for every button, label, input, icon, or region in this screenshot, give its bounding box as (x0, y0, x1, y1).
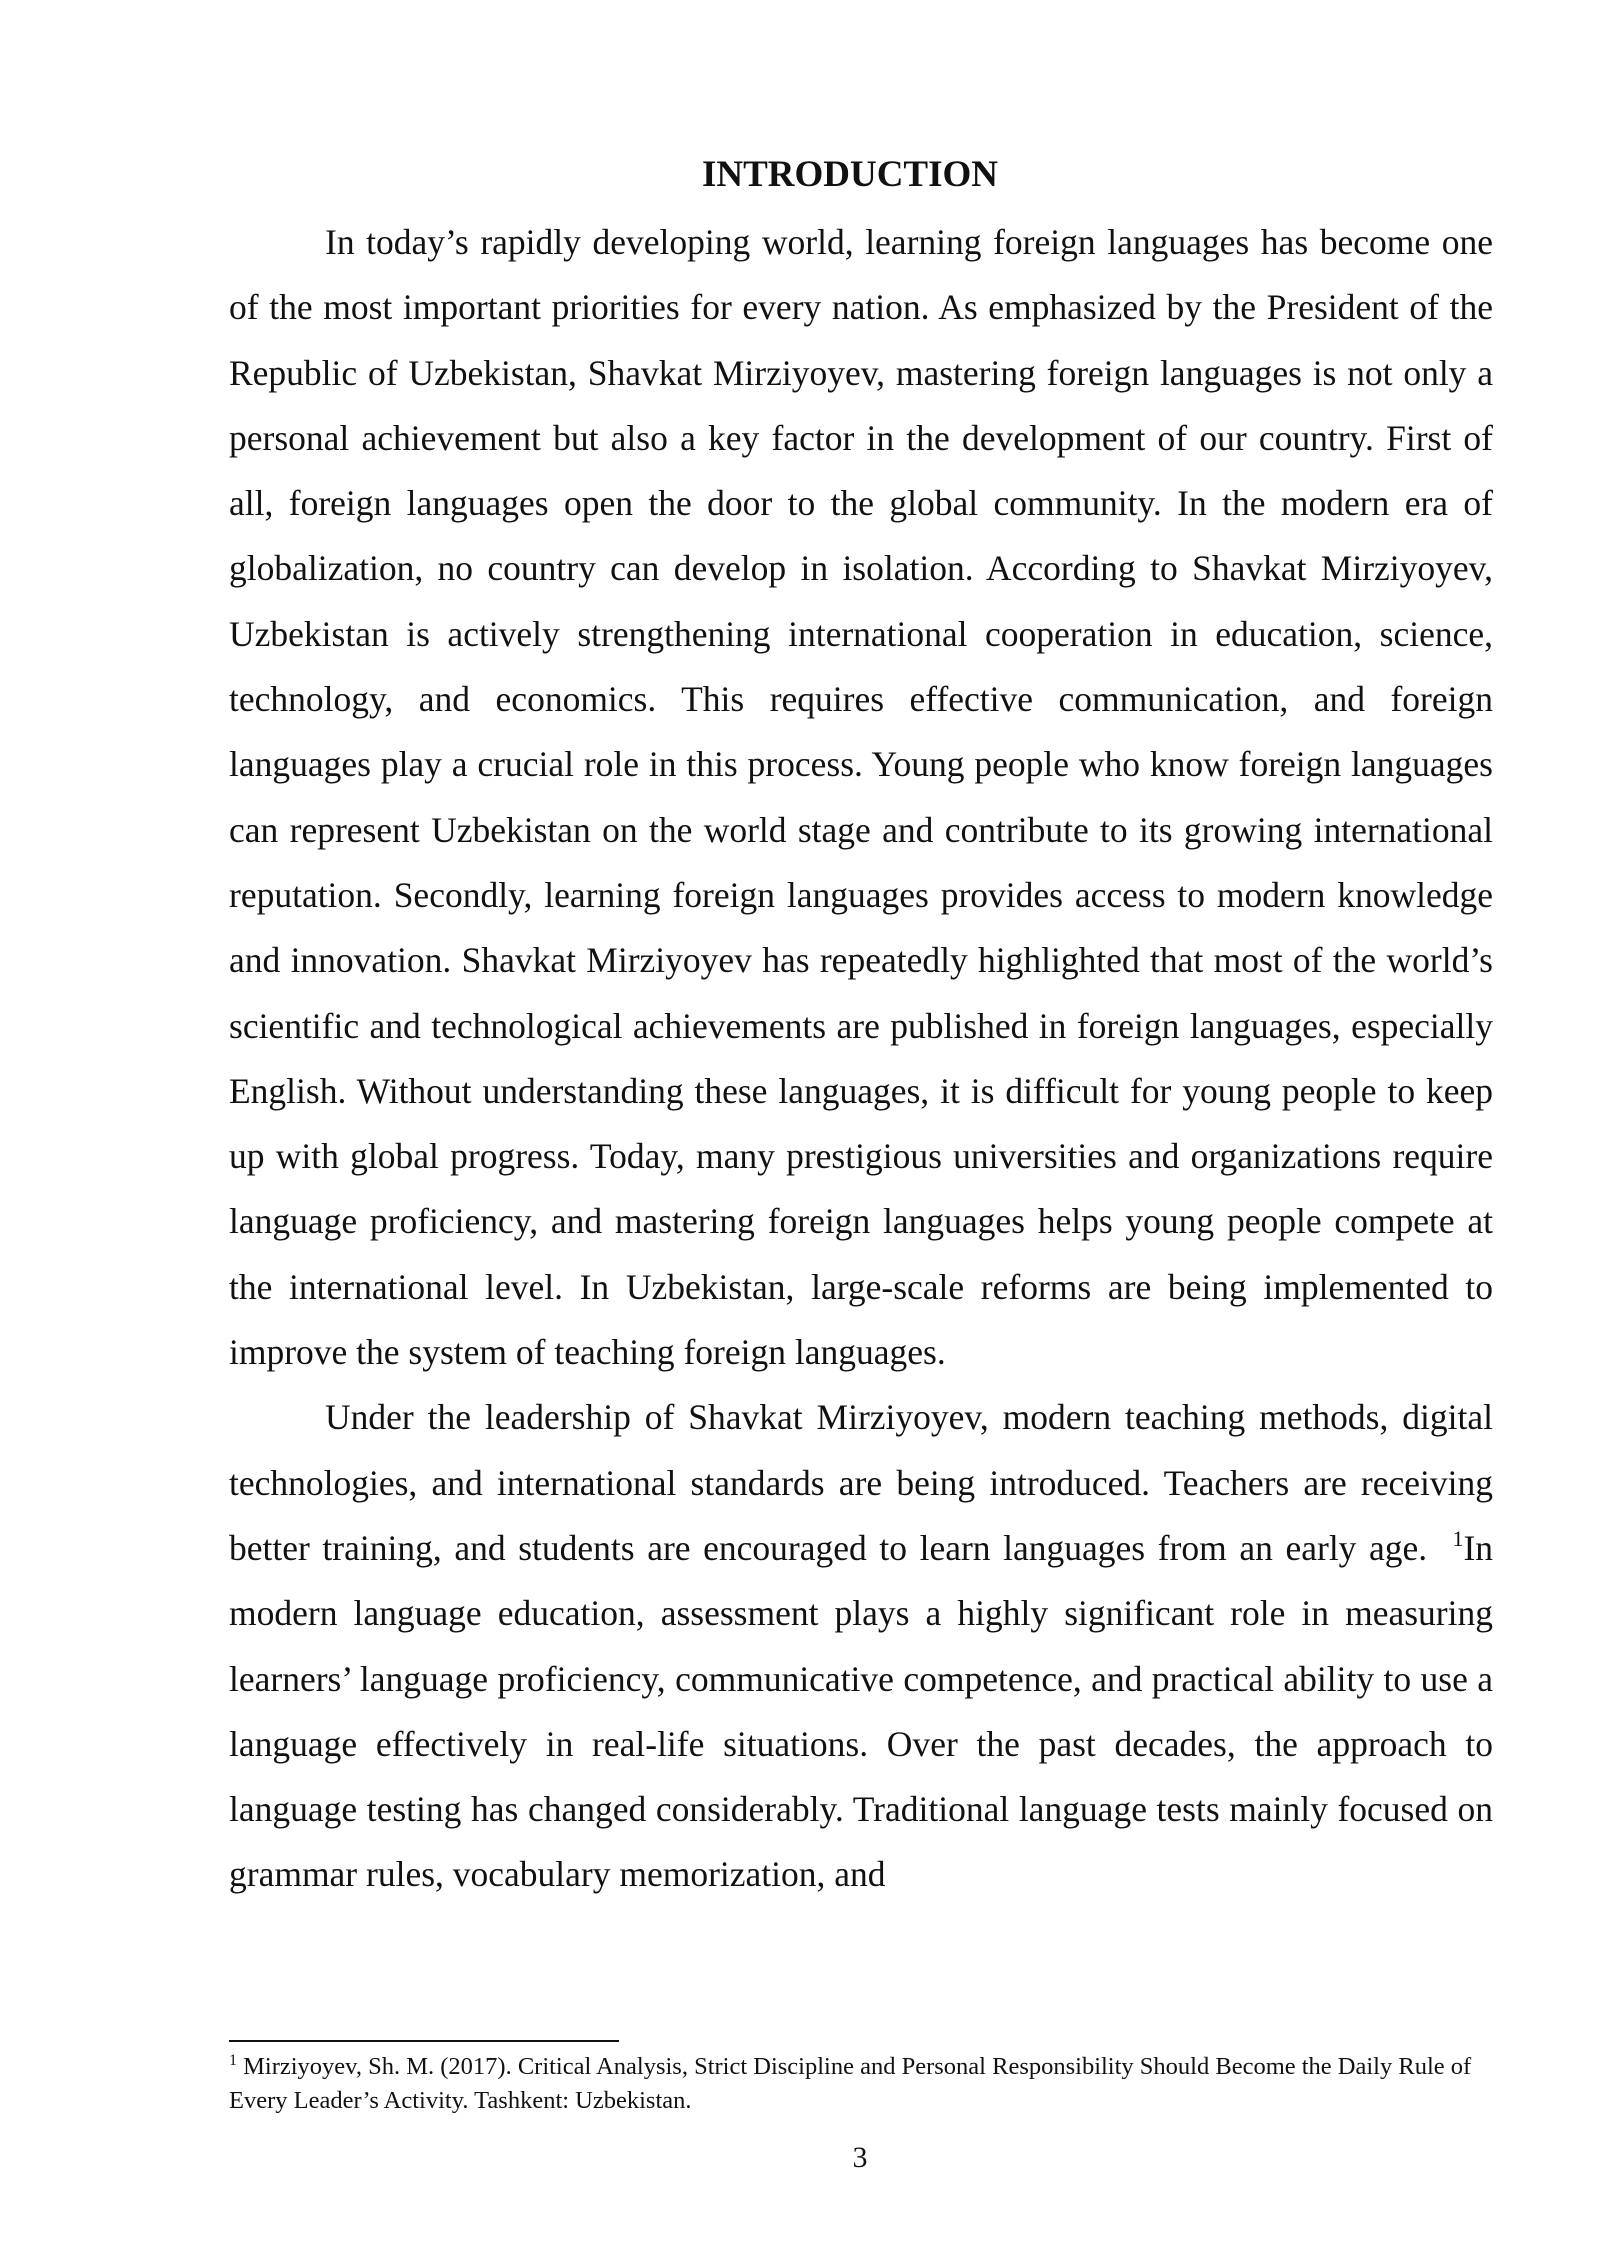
body-text (229, 210, 1493, 1908)
paragraph-2-continuation: In modern language education, assessment plays a highly significant role in measuring learners’ language proficiency, communicative competence, and practical ability to use a language effectively in real-life situations. Over the past decades, the approach to language testing has changed considerably. Traditional language tests mainly focused on grammar rules, vocabulary memorization, and (229, 1527, 1494, 1895)
paragraph-1: In today’s rapidly developing world, learning foreign languages has become one of the most important priorities for every nation. As emphasized by the President of the Republic of Uzbekistan, Shavkat Mirziyoyev, mastering foreign languages is not only a personal achievement but also a key factor in the development of our country. First of all, foreign languages open the door to the global community. In the modern era of globalization, no country can develop in isolation. According to Shavkat Mirziyoyev, Uzbekistan is actively strengthening international cooperation in education, science, technology, and economics. This requires effective communication, and foreign languages play a crucial role in this process. Young people who know foreign languages can represent Uzbekistan on the world stage and contribute to its growing international reputation. Secondly, learning foreign languages provides access to modern knowledge and innovation. Shavkat Mirziyoyev has repeatedly highlighted that most of the world’s scientific and technological achievements are published in foreign languages, especially English. Without understanding these languages, it is difficult for young people to keep up with global progress. Today, many prestigious universities and organizations require language proficiency, and mastering foreign languages helps young people compete at the international level. In Uzbekistan, large-scale reforms are being implemented to improve the system of teaching foreign languages. (229, 222, 1493, 1373)
section-heading: INTRODUCTION (701, 154, 999, 195)
paragraph-2 (229, 1385, 1493, 1907)
footnote-reference: 1 (1452, 1525, 1464, 1551)
paragraph-2-start: Under the leadership of Shavkat Mirziyoyev, modern teaching methods, digital technologies, and international standards are being introduced. Teachers are receiving better training, and students are encouraged to learn languages from an early age. (229, 1397, 1493, 1568)
footnote-text: Mirziyoyev, Sh. M. (2017). Critical Analysis, Strict Discipline and Personal Responsibility Should Become the Daily Rule of Every Leader’s Activity. Tashkent: Uzbekistan. (229, 2053, 1472, 2114)
footnote (229, 2050, 1493, 2118)
footnote-marker: 1 (229, 2052, 237, 2069)
page-number: 3 (852, 2141, 868, 2174)
footnote-separator (229, 2040, 619, 2042)
